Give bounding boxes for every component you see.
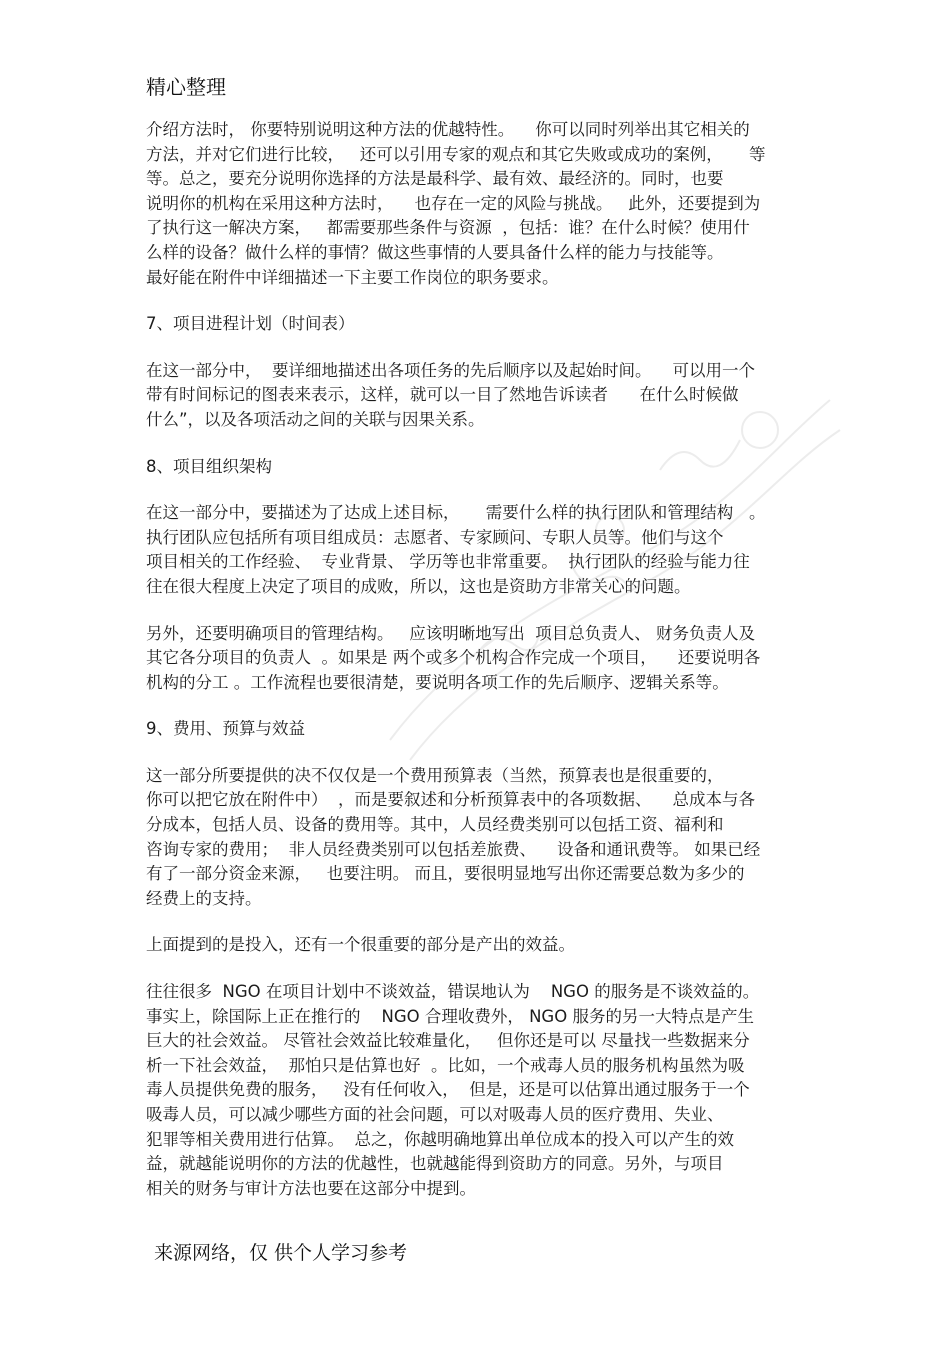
paragraph-line: 另外，还要明确项目的管理结构。 应该明晰地写出 项目总负责人、 财务负责人及 [146, 623, 755, 643]
paragraph [146, 933, 814, 958]
paragraph-line: 咨询专家的费用； 非人员经费类别可以包括差旅费、 设备和通讯费等。 如果已经 [146, 839, 761, 859]
page-header-title: 精心整理 [146, 75, 226, 99]
paragraph-line: 有了一部分资金来源， 也要注明。 而且，要很明显地写出你还需要总数为多少的 [146, 864, 745, 884]
footer-source-note: 来源网络，仅 供个人学习参考 [154, 1242, 408, 1264]
paragraph-line: 介绍方法时， 你要特别说明这种方法的优越特性。 你可以同时列举出其它相关的 [146, 120, 750, 139]
paragraph-line: 吸毒人员，可以减少哪些方面的社会问题，可以对吸毒人员的医疗费用、失业、 [146, 1105, 724, 1124]
paragraph-line: 么样的设备？做什么样的事情？做这些事情的人要具备什么样的能力与技能等。 [146, 242, 724, 262]
paragraph-line: 分成本，包括人员、设备的费用等。其中，人员经费类别可以包括工资、福利和 [146, 815, 724, 835]
paragraph-line: 相关的财务与审计方法也要在这部分中提到。 [146, 1178, 476, 1198]
document-body [146, 118, 814, 1223]
section-heading: 9、费用、预算与效益 [146, 719, 305, 739]
paragraph-line: 带有时间标记的图表来表示，这样，就可以一目了然地告诉读者 在什么时候做 [146, 385, 739, 405]
paragraph-line: 这一部分所要提供的决不仅仅是一个费用预算表（当然，预算表也是很重要的， [146, 765, 724, 785]
paragraph-line: 事实上，除国际上正在推行的 NGO 合理收费外， NGO 服务的另一大特点是产生 [146, 1006, 754, 1026]
paragraph-line: 往往很多 NGO 在项目计划中不谈效益，错误地认为 NGO 的服务是不谈效益的。 [146, 982, 760, 1002]
paragraph [146, 359, 814, 433]
paragraph-line: 机构的分工 。工作流程也要很清楚，要说明各项工作的先后顺序、逻辑关系等。 [146, 672, 729, 692]
paragraph-line: 最好能在附件中详细描述一下主要工作岗位的职务要求。 [146, 267, 559, 287]
paragraph-line: 经费上的支持。 [146, 888, 262, 908]
paragraph-line: 方法，并对它们进行比较， 还可以引用专家的观点和其它失败或成功的案例， 等 [146, 144, 766, 164]
paragraph-line: 析一下社会效益， 那怕只是估算也好 。比如，一个戒毒人员的服务机构虽然为吸 [146, 1055, 745, 1075]
section-heading: 8、项目组织架构 [146, 456, 272, 476]
paragraph [146, 980, 814, 1201]
paragraph-line: 什么”，以及各项活动之间的关联与因果关系。 [146, 409, 485, 429]
paragraph-line: 往在很大程度上决定了项目的成败，所以，这也是资助方非常关心的问题。 [146, 576, 691, 596]
paragraph [146, 501, 814, 599]
paragraph-line: 在这一部分中， 要详细地描述出各项任务的先后顺序以及起始时间。 可以用一个 [146, 360, 755, 380]
paragraph-line: 你可以把它放在附件中） ，而是要叙述和分析预算表中的各项数据、 总成本与各 [146, 790, 755, 810]
paragraph [146, 118, 814, 290]
paragraph-line: 说明你的机构在采用这种方法时， 也存在一定的风险与挑战。 此外，还要提到为 [146, 193, 761, 213]
paragraph-line: 犯罪等相关费用进行估算。 总之，你越明确地算出单位成本的投入可以产生的效 [146, 1129, 734, 1149]
paragraph-line: 执行团队应包括所有项目组成员：志愿者、专家顾问、专职人员等。他们与这个 [146, 527, 724, 547]
paragraph [146, 622, 814, 696]
paragraph-line: 上面提到的是投入，还有一个很重要的部分是产出的效益。 [146, 935, 575, 955]
paragraph-line: 在这一部分中，要描述为了达成上述目标， 需要什么样的执行团队和管理结构 。 [146, 503, 766, 523]
paragraph-line: 项目相关的工作经验、 专业背景、 学历等也非常重要。 执行团队的经验与能力往 [146, 552, 750, 572]
paragraph [146, 764, 814, 912]
paragraph-line: 了执行这一解决方案， 都需要那些条件与资源 ，包括：谁？在什么时候？使用什 [146, 218, 750, 238]
section-heading: 7、项目进程计划（时间表） [146, 314, 355, 334]
paragraph-line: 其它各分项目的负责人 。如果是 两个或多个机构合作完成一个项目， 还要说明各 [146, 648, 761, 668]
paragraph-line: 等。总之，要充分说明你选择的方法是最科学、最有效、最经济的。同时，也要 [146, 169, 724, 189]
paragraph-line: 益，就越能说明你的方法的优越性，也就越能得到资助方的同意。另外，与项目 [146, 1154, 724, 1174]
paragraph-line: 巨大的社会效益。 尽管社会效益比较难量化， 但你还是可以 尽量找一些数据来分 [146, 1031, 750, 1051]
paragraph-line: 毒人员提供免费的服务， 没有任何收入， 但是，还是可以估算出通过服务于一个 [146, 1080, 750, 1100]
